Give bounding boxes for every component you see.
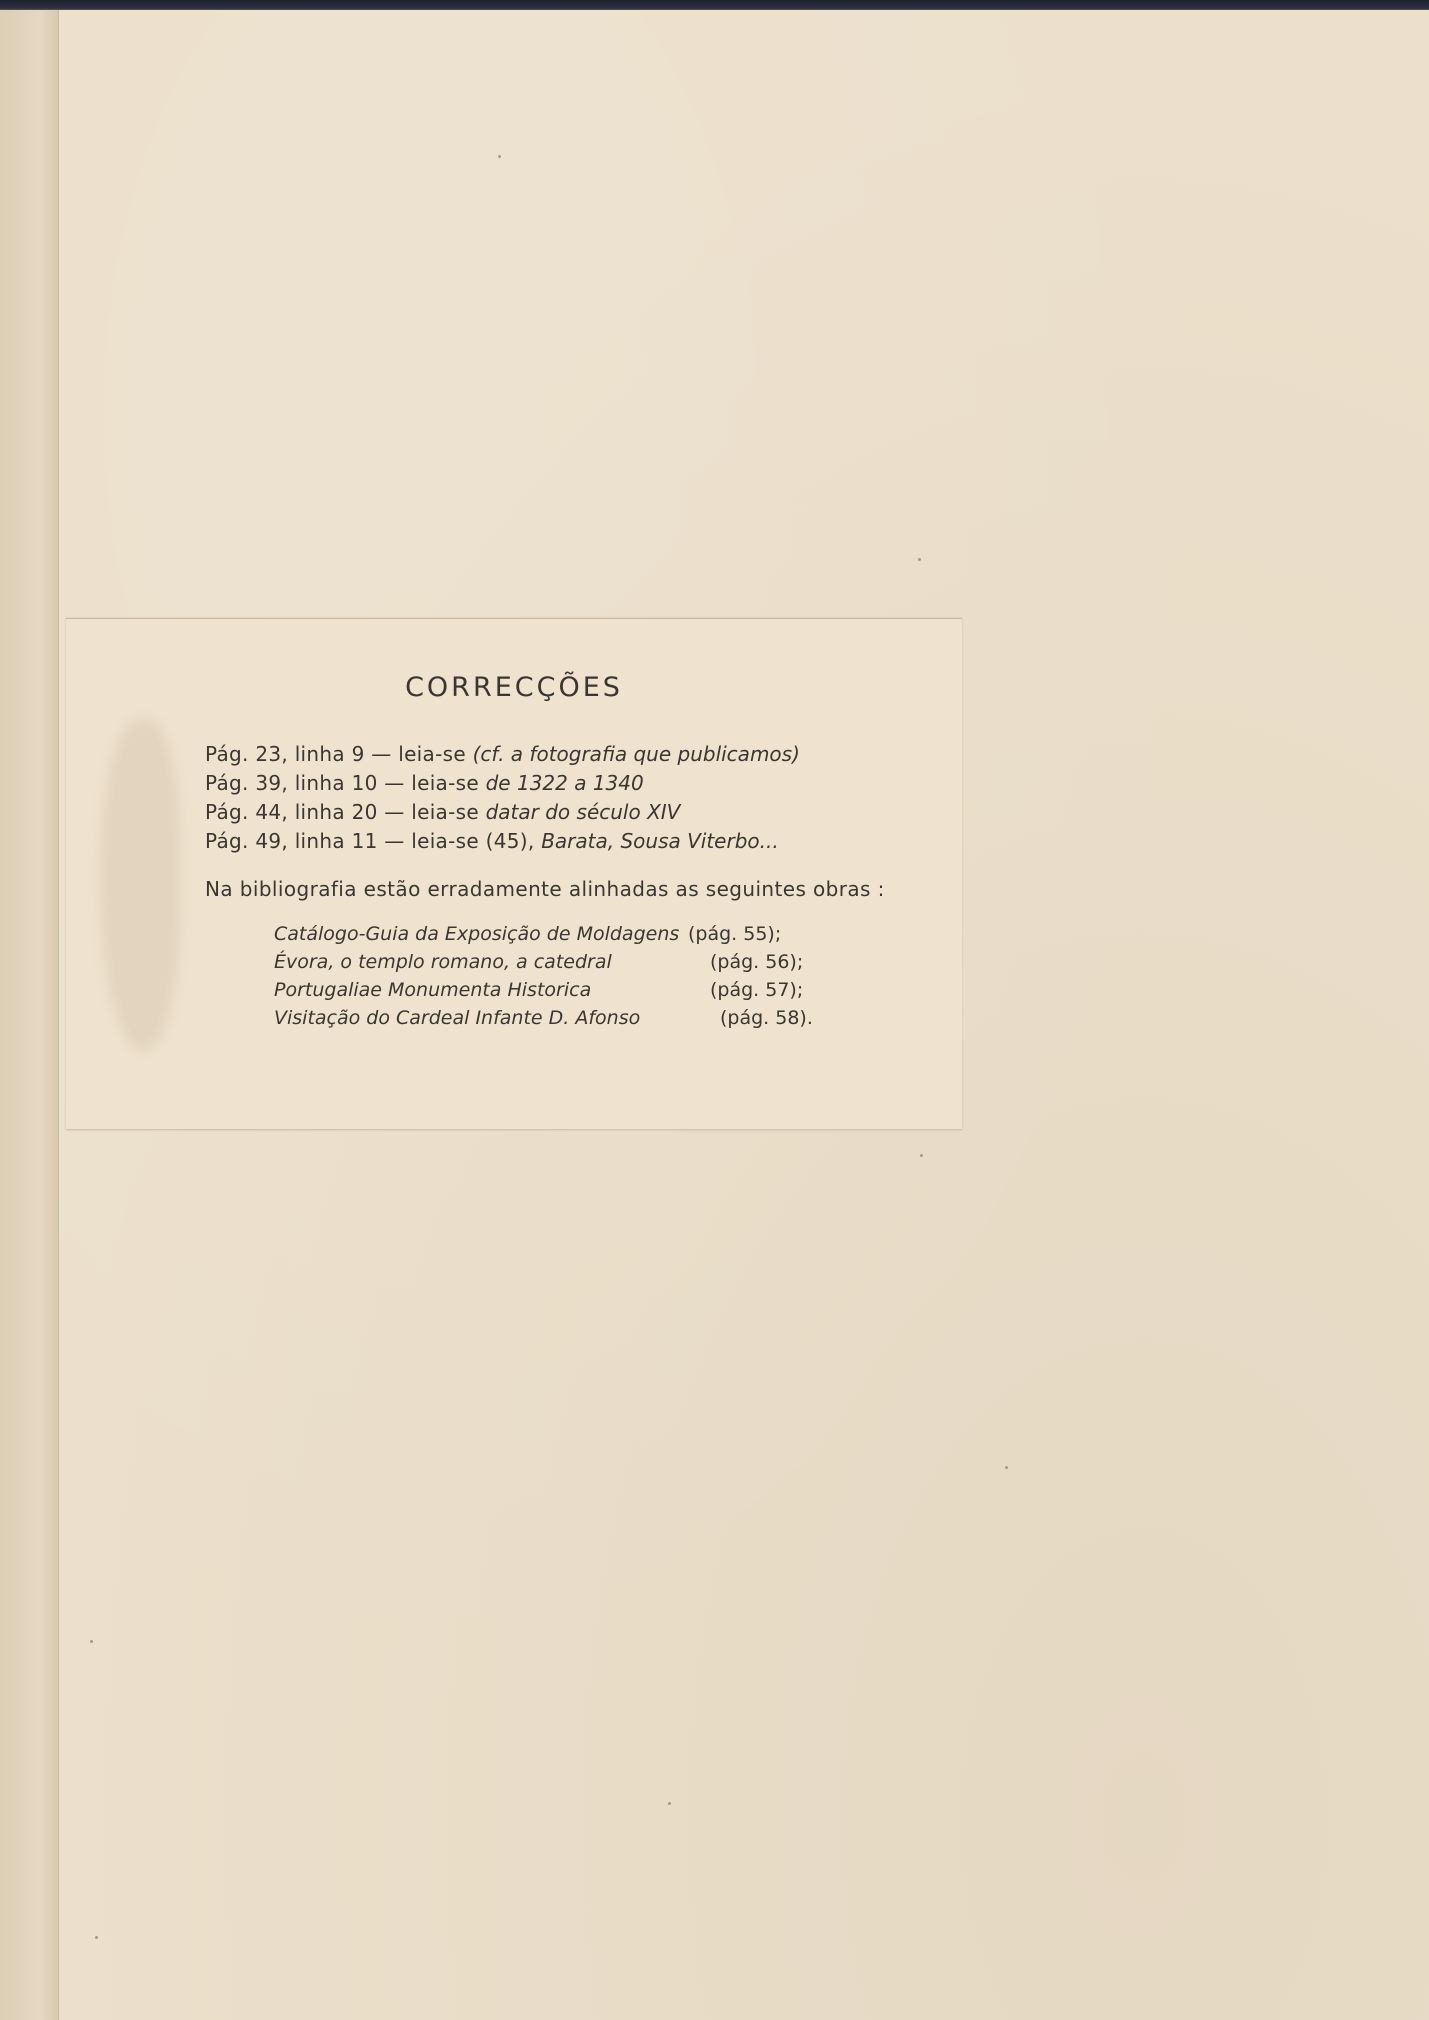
correction-text: de 1322 a 1340 [485,771,644,795]
correction-reference: Pág. 23, linha 9 — leia-se [205,742,473,766]
paper-speck [918,558,921,561]
work-pages: (pág. 58). [720,1007,813,1029]
work-title: Évora, o templo romano, a catedral [274,951,612,973]
correction-reference: Pág. 39, linha 10 — leia-se [205,771,486,795]
correction-reference: Pág. 44, linha 20 — leia-se [205,800,486,824]
work-pages: (pág. 56); [710,951,804,973]
correction-item [205,798,800,827]
work-pages: (pág. 55); [688,923,782,945]
bibliography-work [274,976,834,1004]
page-gutter [0,10,59,2020]
paper-speck [498,155,501,158]
paper-stain [100,720,180,1050]
paper-speck [90,1640,93,1643]
work-title: Visitação do Cardeal Infante D. Afonso [274,1007,641,1029]
work-pages: (pág. 57); [710,979,804,1001]
bibliography-work [274,1004,834,1032]
work-title: Portugaliae Monumenta Historica [274,979,592,1001]
correction-item [205,740,800,769]
bibliography-intro: Na bibliografia estão erradamente alinhadas as seguintes obras : [205,877,885,901]
correction-text: datar do século XIV [485,800,681,824]
correction-text: (cf. a fotografia que publicamos) [472,742,800,766]
correction-item [205,769,800,798]
bibliography-work [274,948,834,976]
correction-item [205,827,800,856]
paper-speck [920,1154,923,1157]
corrections-list [205,740,800,856]
paper-speck [95,1936,98,1939]
paper-speck [1005,1466,1008,1469]
bibliography-works-list [274,920,834,1032]
errata-title: CORRECÇÕES [405,672,623,703]
correction-text: Barata, Sousa Viterbo... [541,829,779,853]
paper-speck [668,1802,671,1805]
correction-reference: Pág. 49, linha 11 — leia-se (45), [205,829,542,853]
work-title: Catálogo-Guia da Exposição de Moldagens [274,923,680,945]
bibliography-work [274,920,834,948]
